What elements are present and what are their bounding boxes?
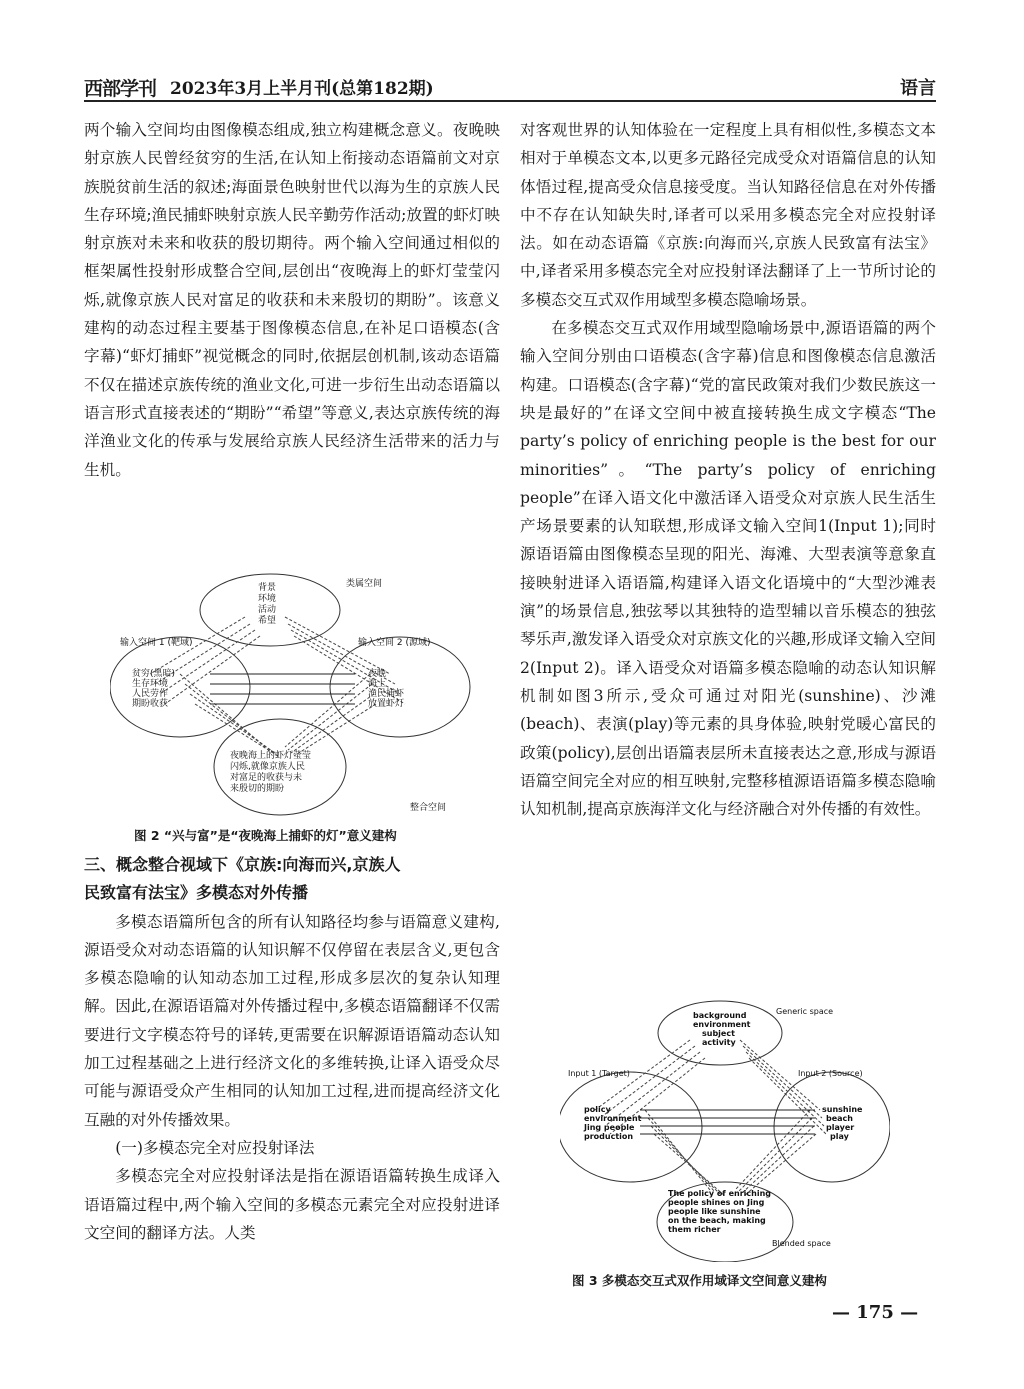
paragraph: 在多模态交互式双作用域型隐喻场景中,源语语篇的两个输入空间分别由口语模态(含字幕)信息和图像模态信息激活构建。口语模态(含字幕)“党的富民政策对我们少数民族这一块是最好的”在译文空间中被直接转换生成文字模态“The party’s policy of enriching people is the best for our minorities”。“The party’s policy of enriching people”在译入语文化中激活译入语受众对京族人民生活生产场景要素的认知联想,形成译文输入空间1(Input 1);同时源语语篇由图像模态呈现的阳光、海滩、大型表演等意象直接映射进译入语语篇,构建译入语文化语境中的“大型沙滩表演”的场景信息,独弦琴以其独特的造型辅以音乐模态的独弦琴乐声,激发译入语受众对京族文化的兴趣,形成译文输入空间2(Input 2)。译入语受众对语篇多模态隐喻的动态认知识解机制如图3所示,受众可通过对阳光(sunshine)、沙滩(beach)、表演(play)等元素的具身体验,映射党暖心富民的政策(policy),层创出语篇表层所未直接表达之意,形成与源语语篇空间完全对应的相互映射,完整移植源语语篇多模态隐喻认知机制,提高京族海洋文化与经济融合对外传播的有效性。	[520, 319, 936, 819]
blend-item: 闪烁,就像京族人民	[230, 762, 305, 772]
input2-circle	[330, 637, 470, 737]
generic-item: activity	[702, 1038, 736, 1047]
figure-2	[110, 572, 500, 820]
blended-space-label: Blended space	[772, 1239, 831, 1248]
left-column-top	[84, 116, 500, 484]
input1-label: 输入空间 1 (靶域)	[120, 638, 193, 648]
input2-item: 夜晚	[368, 669, 387, 679]
generic-space-label: 类属空间	[346, 579, 383, 589]
figure-3	[560, 1000, 890, 1262]
generic-item: background	[693, 1011, 747, 1020]
paragraph: 多模态语篇所包含的所有认知路径均参与语篇意义建构,源语受众对动态语篇的认知识解不仅停留在表层含义,更包含多模态隐喻的认知动态加工过程,形成多层次的复杂认知理解。因此,在源语语篇对外传播过程中,多模态语篇翻译不仅需要进行文字模态符号的译转,更需要在识解源语语篇动态认知加工过程基础之上进行经济文化的多维转换,让译入语受众尽可能与源语受众产生相同的认知加工过程,进而提高经济文化互融的对外传播效果。	[84, 912, 500, 1129]
subsection-heading: (一)多模态完全对应投射译法	[115, 1138, 315, 1157]
input1-item: Jing people	[584, 1123, 635, 1132]
input2-label: 输入空间 2 (源域)	[358, 638, 431, 648]
journal-logo: 西部学刊	[84, 78, 157, 100]
input1-label: Input 1 (Target)	[568, 1069, 630, 1078]
left-column-bottom	[84, 851, 500, 1247]
input2-item: beach	[826, 1114, 853, 1123]
page-number: — 175 —	[832, 1302, 919, 1323]
blend-item: people shines on Jing	[668, 1198, 765, 1207]
issue-info: 2023年3月上半月刊(总第182期)	[170, 79, 434, 99]
paragraph: 两个输入空间均由图像模态组成,独立构建概念意义。夜晚映射京族人民曾经贫穷的生活,在认知上衔接动态语篇前文对京族脱贫前生活的叙述;海面景色映射世代以海为生的京族人民生存环境;渔民捕虾映射京族人民辛勤劳作活动;放置的虾灯映射京族对未来和收获的殷切期待。两个输入空间通过相似的框架属性投射形成整合空间,层创出“夜晚海上的虾灯莹莹闪烁,就像京族人民对富足的收获和未来殷切的期盼”。该意义建构的动态过程主要基于图像模态信息,在补足口语模态(含字幕)“虾灯捕虾”视觉概念的同时,依据层创机制,该动态语篇不仅在描述京族传统的渔业文化,可进一步衍生出动态语篇以语言形式直接表述的“期盼”“希望”等意义,表达京族传统的海洋渔业文化的传承与发展给京族人民经济生活带来的活力与生机。	[84, 121, 500, 479]
blend-item: 夜晚海上的虾灯莹莹	[230, 751, 312, 761]
paragraph: 对客观世界的认知体验在一定程度上具有相似性,多模态文本相对于单模态文本,以更多元路径完成受众对语篇信息的认知体悟过程,提高受众信息接受度。当认知路径信息在对外传播中不存在认知缺失时,译者可以采用多模态完全对应投射译法。如在动态语篇《京族:向海而兴,京族人民致富有法宝》中,译者采用多模态完全对应投射译法翻译了上一节所讨论的多模态交互式双作用域型多模态隐喻场景。	[520, 121, 936, 309]
section-heading: 三、概念整合视域下《京族:向海而兴,京族人 民致富有法宝》多模态对外传播	[84, 855, 401, 903]
input2-item: 渔民捕虾	[368, 689, 405, 699]
blend-item: 来殷切的期盼	[230, 784, 285, 794]
figure-3-caption: 图 3 多模态交互式双作用域译文空间意义建构	[572, 1273, 827, 1288]
generic-space-label: Generic space	[776, 1007, 834, 1016]
input2-item: 放置虾灯	[368, 699, 405, 709]
blend-item: people like sunshine	[668, 1207, 761, 1216]
blend-item: The policy of enriching	[668, 1189, 771, 1198]
input1-item: 贫穷(黑暗)	[132, 669, 176, 679]
input1-item: production	[584, 1132, 634, 1141]
section-label: 语言	[900, 78, 936, 99]
input2-item: 海上	[368, 679, 387, 689]
right-column-top	[520, 116, 936, 823]
input2-item: player	[826, 1123, 855, 1132]
generic-item: environment	[693, 1020, 751, 1029]
blend-item: 对富足的收获与未	[230, 773, 303, 783]
generic-item: 环境	[258, 594, 277, 604]
paragraph: 多模态完全对应投射译法是指在源语语篇转换生成译入语语篇过程中,两个输入空间的多模态元素完全对应投射进译文空间的翻译方法。人类	[84, 1167, 500, 1242]
blend-item: them richer	[668, 1225, 721, 1234]
input2-item: sunshine	[822, 1105, 863, 1114]
generic-item: 希望	[258, 616, 277, 626]
input2-item: play	[830, 1132, 849, 1141]
generic-item: 背景	[258, 583, 277, 593]
input1-item: 期盼收获	[132, 699, 169, 709]
input1-item: 生存环境	[132, 679, 169, 689]
input1-circle	[110, 637, 250, 737]
input1-item: policy	[584, 1105, 611, 1114]
blended-space-label: 整合空间	[410, 803, 447, 813]
header-rule	[84, 100, 936, 102]
running-header	[84, 72, 936, 100]
input2-label: Input 2 (Source)	[798, 1069, 863, 1078]
generic-item: 活动	[258, 605, 277, 615]
figure-2-caption: 图 2 “兴与富”是“夜晚海上捕虾的灯”意义建构	[134, 828, 397, 843]
generic-item: subject	[702, 1029, 735, 1038]
blend-item: on the beach, making	[668, 1216, 766, 1225]
input1-item: 人民劳作	[132, 689, 169, 699]
input1-item: environment	[584, 1114, 642, 1123]
